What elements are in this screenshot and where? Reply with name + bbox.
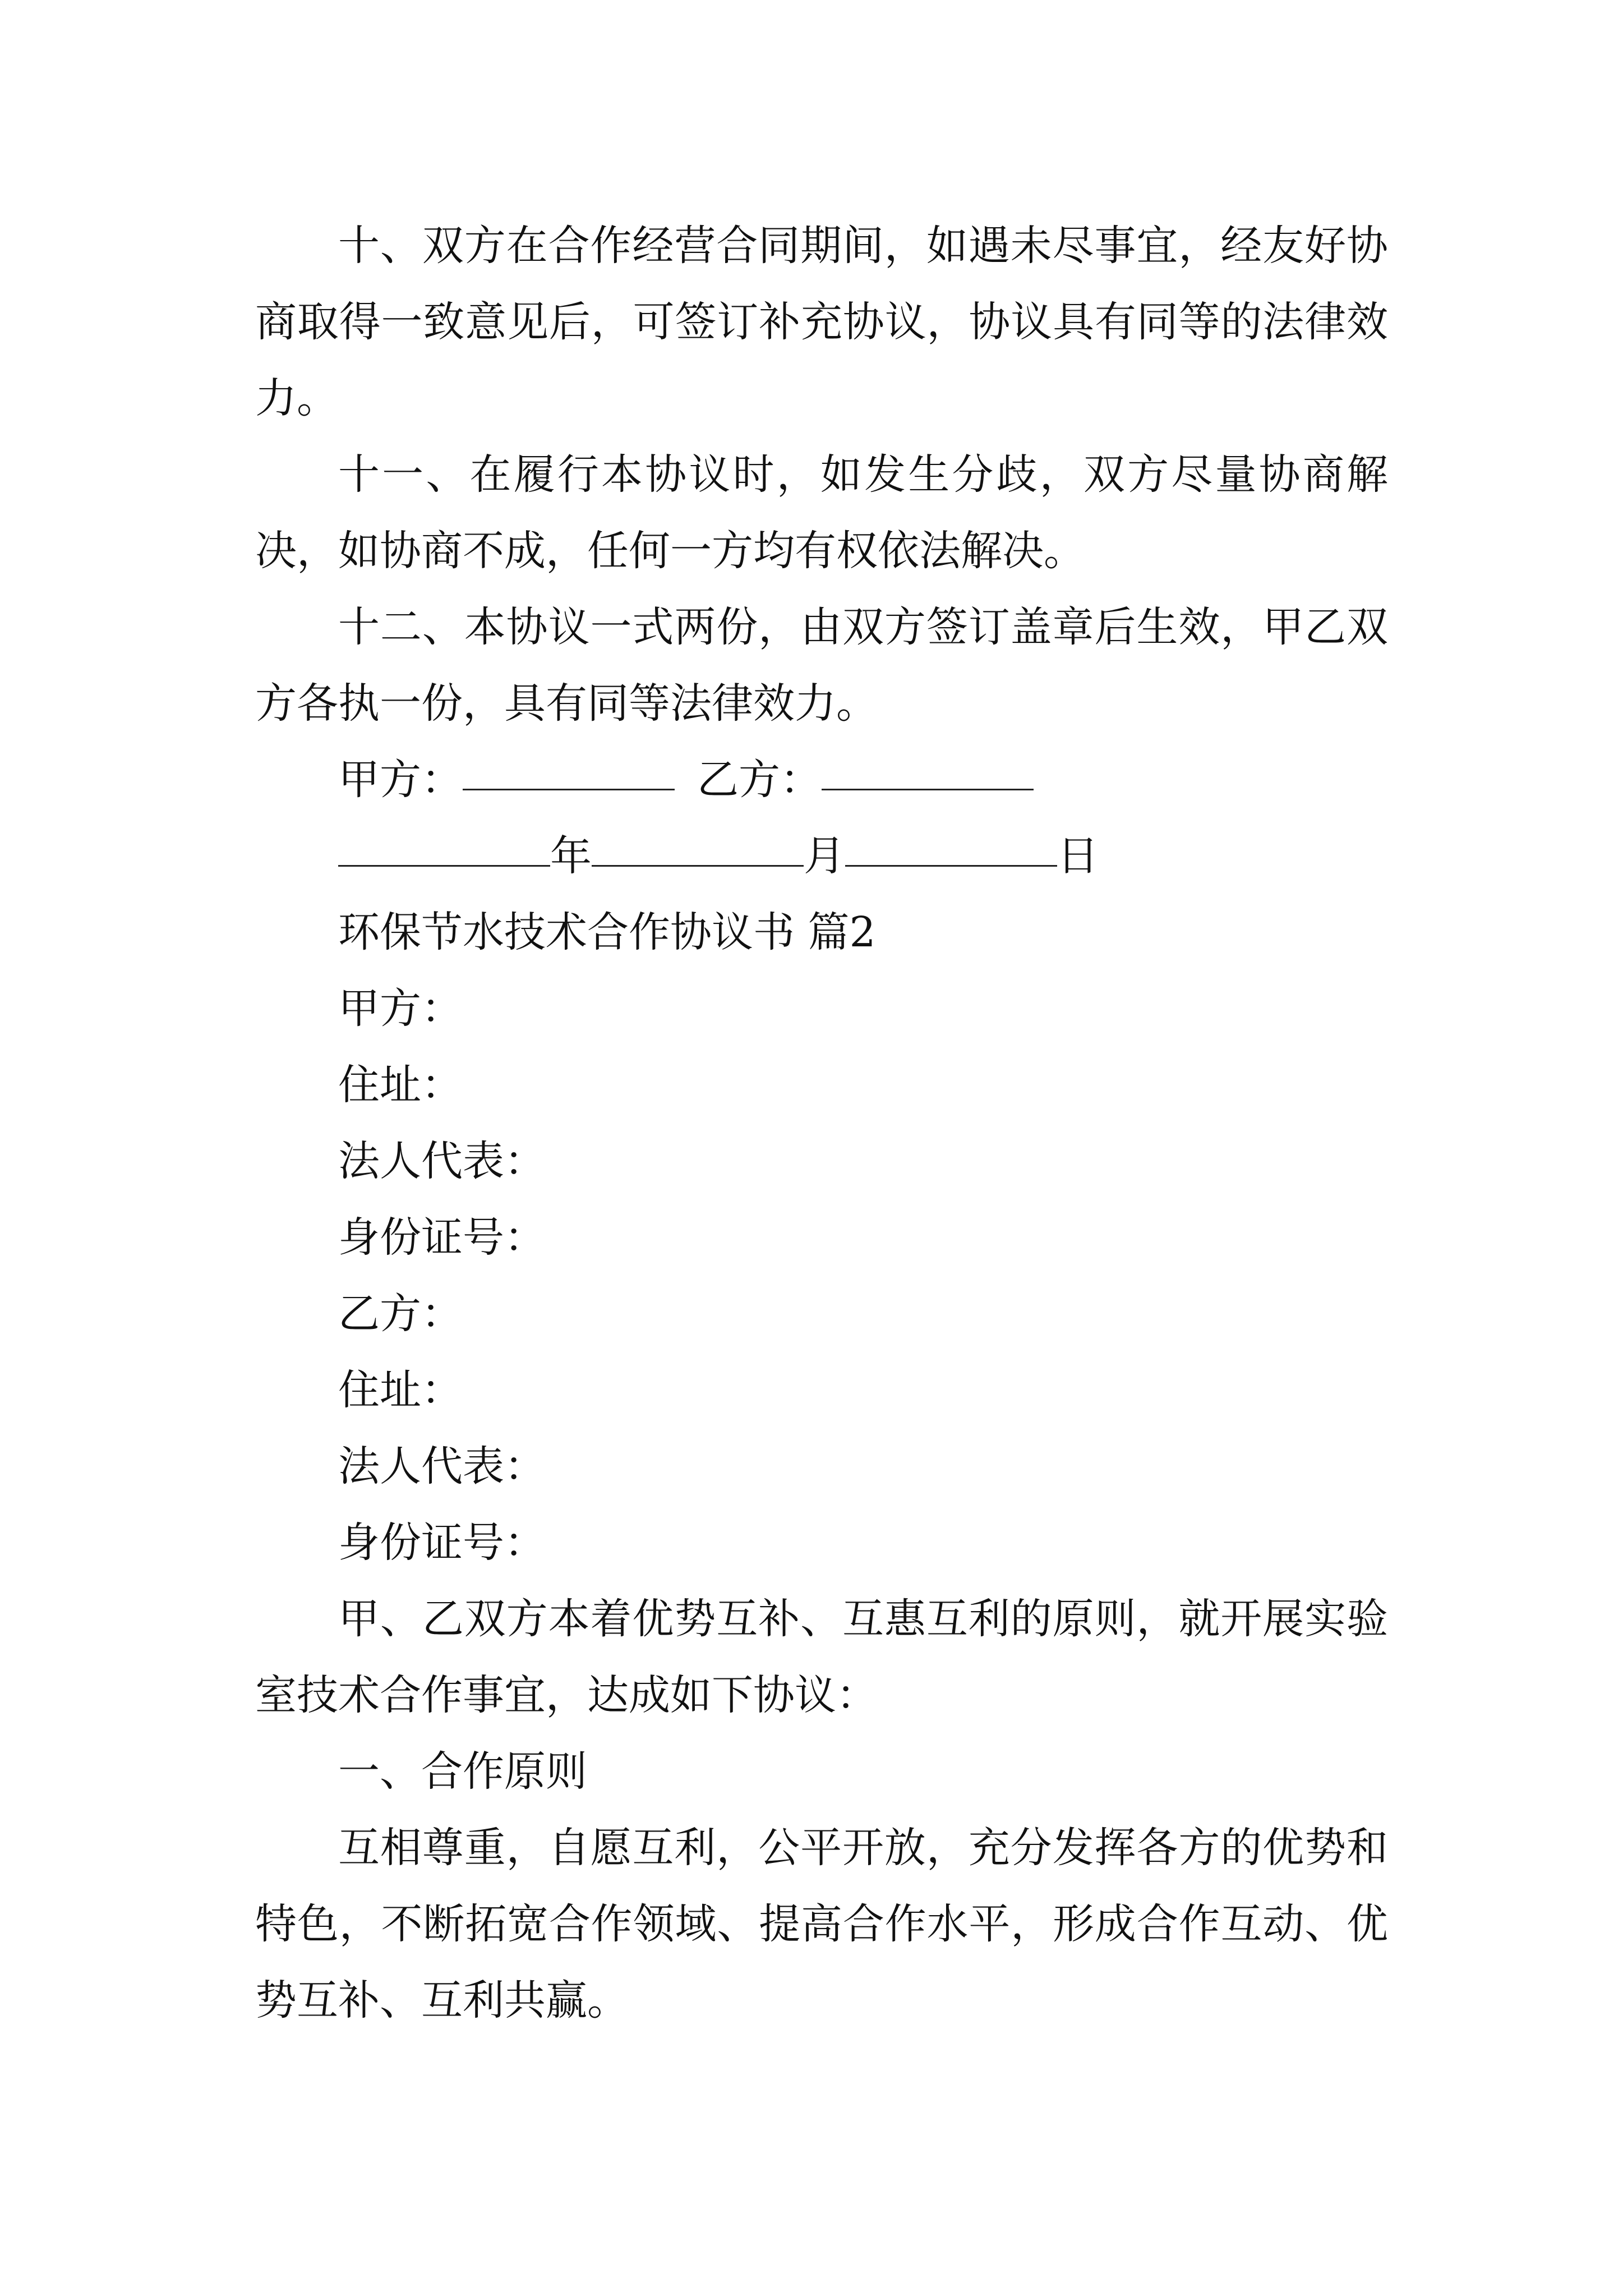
date-line (255, 818, 1388, 894)
heading-cooperation-principles: 一、合作原则 (338, 1747, 587, 1796)
year-blank (338, 865, 550, 867)
clause-11: 十一、在履行本协议时，如发生分歧，双方尽量协商解决，如协商不成，任何一方均有权依法解决。 (255, 450, 1388, 575)
party-a-id-number: 身份证号： (338, 1213, 546, 1262)
clause-10: 十、双方在合作经营合同期间，如遇未尽事宜，经友好协商取得一致意见后，可签订补充协议，协议具有同等的法律效力。 (255, 222, 1388, 422)
party-a-label: 甲方： (338, 984, 463, 1033)
month-label: 月 (804, 832, 845, 880)
party-a-signature-label: 甲方： (338, 756, 463, 804)
signature-line (255, 742, 1388, 818)
section-2-title: 环保节水技术合作协议书 篇2 (338, 908, 876, 956)
party-b-label: 乙方： (338, 1290, 463, 1338)
day-label: 日 (1057, 832, 1099, 880)
party-b-legal-rep: 法人代表： (338, 1442, 546, 1490)
clause-12: 十二、本协议一式两份，由双方签订盖章后生效，甲乙双方各执一份，具有同等法律效力。 (255, 603, 1388, 728)
party-b-signature-blank (822, 789, 1034, 790)
party-b-address: 住址： (338, 1366, 463, 1414)
party-a-address: 住址： (338, 1061, 463, 1109)
party-a-signature-blank (463, 789, 675, 790)
agreement-intro: 甲、乙双方本着优势互补、互惠互利的原则，就开展实验室技术合作事宜，达成如下协议： (255, 1595, 1388, 1719)
document-body (255, 208, 1388, 2039)
year-label: 年 (550, 832, 592, 880)
month-blank (592, 865, 804, 867)
cooperation-principles-text: 互相尊重，自愿互利，公平开放，充分发挥各方的优势和特色，不断拓宽合作领域、提高合作水平，形成合作互动、优势互补、互利共赢。 (255, 1824, 1388, 2024)
day-blank (845, 865, 1057, 867)
party-b-id-number: 身份证号： (338, 1519, 546, 1567)
party-a-legal-rep: 法人代表： (338, 1137, 546, 1185)
party-b-signature-label: 乙方： (697, 756, 822, 804)
